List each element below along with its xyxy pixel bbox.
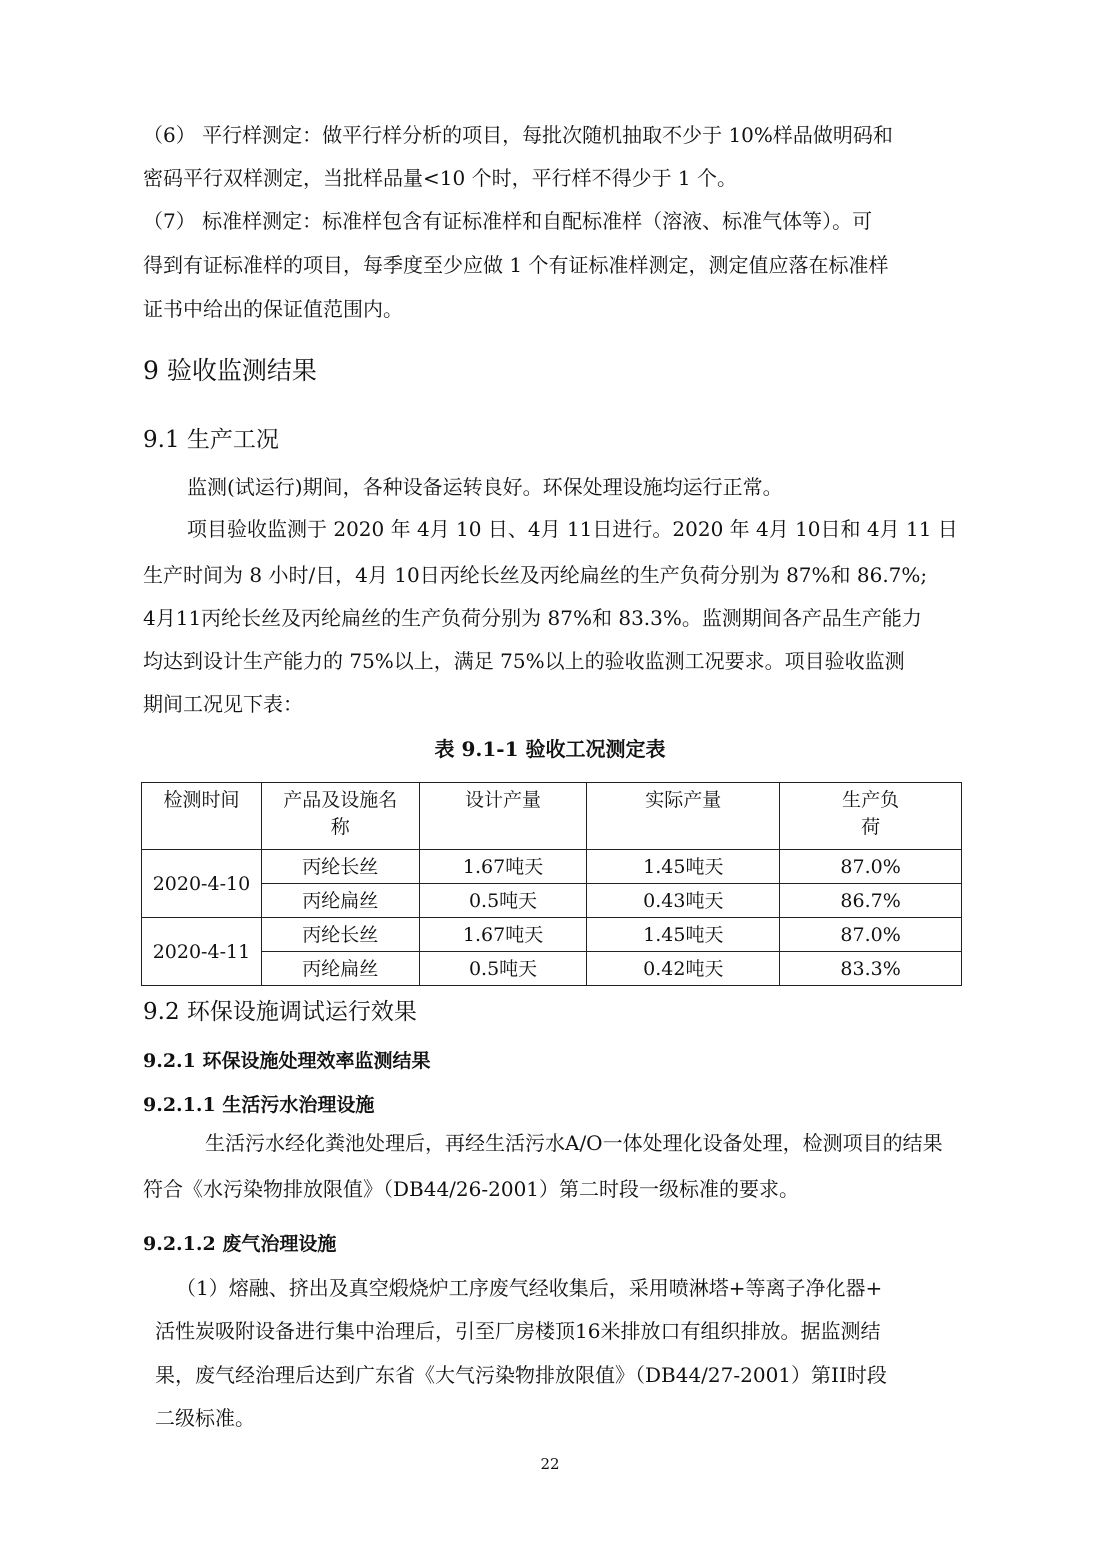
paragraph-line: （1）熔融、挤出及真空煅烧炉工序废气经收集后，采用喷淋塔+等离子净化器+ [176, 1276, 883, 1300]
header-cell: 设计产量 [419, 783, 587, 850]
header-cell: 生产负 荷 [780, 783, 962, 850]
table-row [142, 850, 962, 884]
table-caption: 表 9.1-1 验收工况测定表 [434, 737, 666, 761]
paragraph-line: 项目验收监测于 2020 年 4月 10 日、4月 11日进行。2020 年 4月 10日和 4月 11 日 [187, 517, 958, 541]
paragraph-line: 二级标准。 [155, 1406, 255, 1430]
table-header-row [142, 783, 962, 850]
table-row [142, 952, 962, 986]
paragraph-line: 期间工况见下表： [143, 692, 303, 716]
load-cell: 87.0% [780, 850, 962, 884]
workload-table [141, 782, 962, 986]
paragraph-line: 证书中给出的保证值范围内。 [143, 297, 403, 321]
table-row [142, 918, 962, 952]
header-cell: 检测时间 [142, 783, 262, 850]
product-cell: 丙纶长丝 [261, 850, 419, 884]
paragraph-line: 生产时间为 8 小时/日，4月 10日丙纶长丝及丙纶扁丝的生产负荷分别为 87%和 86.7%; [143, 563, 928, 587]
paragraph-line: 密码平行双样测定，当批样品量<10 个时，平行样不得少于 1 个。 [143, 166, 738, 190]
paragraph-line: （7） 标准样测定：标准样包含有证标准样和自配标准样（溶液、标准气体等）。可 [143, 209, 873, 233]
section-9-2-1-heading: 9.2.1 环保设施处理效率监测结果 [143, 1050, 431, 1072]
paragraph-line: 均达到设计生产能力的 75%以上，满足 75%以上的验收监测工况要求。项目验收监测 [143, 649, 905, 673]
load-cell: 86.7% [780, 884, 962, 918]
design-output-cell: 0.5吨天 [419, 884, 587, 918]
section-9-2-1-2-heading: 9.2.1.2 废气治理设施 [143, 1233, 337, 1255]
date-cell: 2020-4-10 [142, 850, 262, 918]
header-cell: 产品及设施名 称 [261, 783, 419, 850]
paragraph-line: 生活污水经化粪池处理后，再经生活污水A/O一体处理化设备处理，检测项目的结果 [205, 1131, 943, 1155]
paragraph-line: 监测(试运行)期间，各种设备运转良好。环保处理设施均运行正常。 [187, 475, 783, 499]
design-output-cell: 1.67吨天 [419, 918, 587, 952]
section-9-1-heading: 9.1 生产工况 [143, 427, 279, 453]
design-output-cell: 0.5吨天 [419, 952, 587, 986]
load-cell: 87.0% [780, 918, 962, 952]
actual-output-cell: 0.43吨天 [587, 884, 780, 918]
page-number: 22 [540, 1455, 560, 1473]
paragraph-line: 4月11丙纶长丝及丙纶扁丝的生产负荷分别为 87%和 83.3%。监测期间各产品生产能力 [143, 606, 922, 630]
paragraph-line: （6） 平行样测定：做平行样分析的项目，每批次随机抽取不少于 10%样品做明码和 [143, 123, 893, 147]
date-cell: 2020-4-11 [142, 918, 262, 986]
product-cell: 丙纶扁丝 [261, 952, 419, 986]
section-9-heading: 9 验收监测结果 [143, 356, 317, 385]
design-output-cell: 1.67吨天 [419, 850, 587, 884]
paragraph-line: 活性炭吸附设备进行集中治理后，引至厂房楼顶16米排放口有组织排放。据监测结 [155, 1319, 881, 1343]
actual-output-cell: 1.45吨天 [587, 850, 780, 884]
actual-output-cell: 0.42吨天 [587, 952, 780, 986]
paragraph-line: 符合《水污染物排放限值》（DB44/26-2001）第二时段一级标准的要求。 [143, 1177, 800, 1201]
product-cell: 丙纶扁丝 [261, 884, 419, 918]
paragraph-line: 果，废气经治理后达到广东省《大气污染物排放限值》（DB44/27-2001）第II时段 [155, 1363, 887, 1387]
product-cell: 丙纶长丝 [261, 918, 419, 952]
section-9-2-heading: 9.2 环保设施调试运行效果 [143, 999, 417, 1025]
section-9-2-1-1-heading: 9.2.1.1 生活污水治理设施 [143, 1094, 375, 1116]
table-row [142, 884, 962, 918]
load-cell: 83.3% [780, 952, 962, 986]
actual-output-cell: 1.45吨天 [587, 918, 780, 952]
header-cell: 实际产量 [587, 783, 780, 850]
paragraph-line: 得到有证标准样的项目，每季度至少应做 1 个有证标准样测定，测定值应落在标准样 [143, 253, 889, 277]
